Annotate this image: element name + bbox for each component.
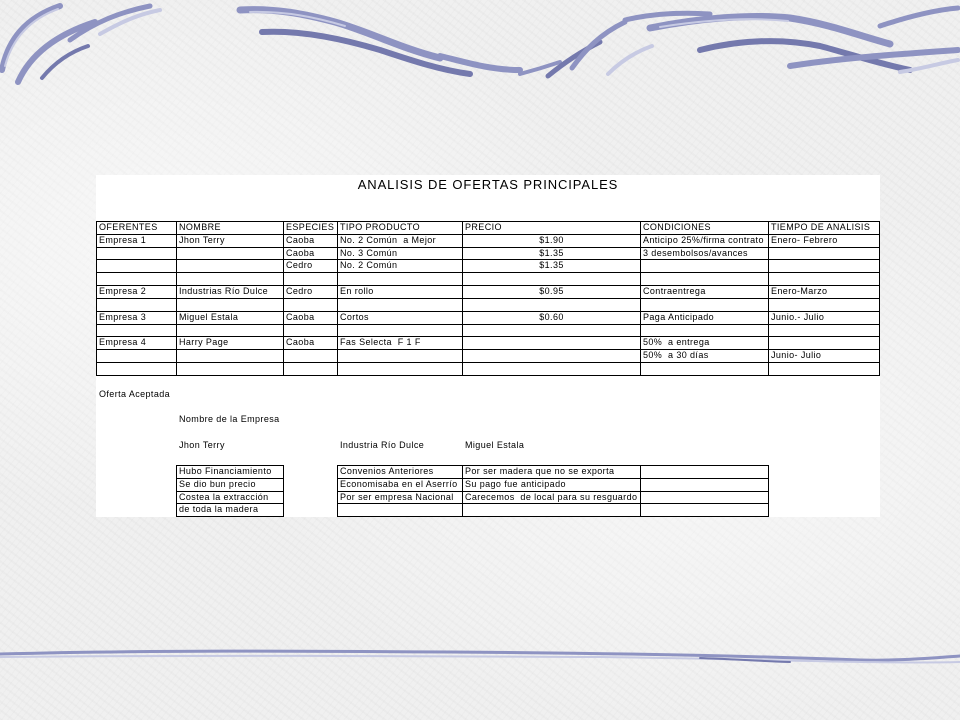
cell-condiciones: Anticipo 25%/firma contrato <box>641 235 769 248</box>
page-title: ANALISIS DE OFERTAS PRINCIPALES <box>357 177 619 192</box>
cell-nombre: Jhon Terry <box>177 235 284 248</box>
company-name: Miguel Estala <box>465 440 525 450</box>
cell-oferentes: Empresa 1 <box>97 235 177 248</box>
cell-nombre <box>177 248 284 261</box>
reason-cell: de toda la madera <box>177 504 284 517</box>
cell-especies: Caoba <box>284 235 338 248</box>
ornament-stroke <box>100 10 160 34</box>
cell-precio <box>463 273 641 286</box>
header-tipo-producto: TIPO PRODUCTO <box>338 222 463 235</box>
cell-precio: $1.35 <box>463 248 641 261</box>
reasons-table-first <box>176 465 284 517</box>
ornament-stroke <box>70 6 150 40</box>
cell-oferentes <box>97 350 177 363</box>
cell-precio <box>463 299 641 312</box>
cell-tiempo-de-analisis <box>769 337 880 350</box>
cell-precio <box>463 325 641 338</box>
reason-cell: Por ser madera que no se exporta <box>463 466 641 479</box>
cell-condiciones: Paga Anticipado <box>641 312 769 325</box>
cell-especies: Caoba <box>284 312 338 325</box>
cell-tipo-producto <box>338 273 463 286</box>
cell-oferentes <box>97 363 177 376</box>
reason-cell: Economisaba en el Aserrío <box>338 479 463 492</box>
top-ornament <box>0 0 960 90</box>
offers-table <box>96 221 880 376</box>
cell-especies: Cedro <box>284 286 338 299</box>
cell-oferentes: Empresa 4 <box>97 337 177 350</box>
cell-tipo-producto: No. 3 Común <box>338 248 463 261</box>
cell-tipo-producto <box>338 299 463 312</box>
ornament-stroke <box>608 46 652 74</box>
ornament-stroke <box>262 32 470 74</box>
reasons-table-others <box>337 465 769 517</box>
header-especies: ESPECIES <box>284 222 338 235</box>
cell-condiciones: 3 desembolsos/avances <box>641 248 769 261</box>
header-precio: PRECIO <box>463 222 641 235</box>
cell-tipo-producto: No. 2 Común a Mejor <box>338 235 463 248</box>
cell-nombre <box>177 350 284 363</box>
reason-cell: Hubo Financiamiento <box>177 466 284 479</box>
cell-tiempo-de-analisis <box>769 299 880 312</box>
cell-tiempo-de-analisis: Enero- Febrero <box>769 235 880 248</box>
cell-especies <box>284 325 338 338</box>
cell-precio <box>463 350 641 363</box>
cell-tiempo-de-analisis <box>769 260 880 273</box>
cell-especies: Caoba <box>284 248 338 261</box>
company-heading: Nombre de la Empresa <box>179 414 280 424</box>
cell-precio: $0.60 <box>463 312 641 325</box>
cell-precio: $1.35 <box>463 260 641 273</box>
cell-condiciones: 50% a entrega <box>641 337 769 350</box>
header-nombre: NOMBRE <box>177 222 284 235</box>
cell-nombre <box>177 363 284 376</box>
company-name: Jhon Terry <box>179 440 225 450</box>
cell-especies <box>284 363 338 376</box>
reason-cell: Por ser empresa Nacional <box>338 492 463 505</box>
cell-condiciones <box>641 325 769 338</box>
reason-cell <box>641 466 769 479</box>
accepted-offer-label: Oferta Aceptada <box>99 389 171 399</box>
cell-tiempo-de-analisis: Enero-Marzo <box>769 286 880 299</box>
cell-oferentes <box>97 325 177 338</box>
reason-cell: Costea la extracción <box>177 492 284 505</box>
cell-condiciones <box>641 273 769 286</box>
company-name: Industria Río Dulce <box>340 440 425 450</box>
cell-oferentes <box>97 273 177 286</box>
cell-oferentes: Empresa 2 <box>97 286 177 299</box>
reason-cell <box>463 504 641 517</box>
reason-cell: Su pago fue anticipado <box>463 479 641 492</box>
cell-especies: Caoba <box>284 337 338 350</box>
cell-tipo-producto <box>338 363 463 376</box>
cell-precio: $0.95 <box>463 286 641 299</box>
cell-tiempo-de-analisis: Junio- Julio <box>769 350 880 363</box>
ornament-stroke <box>880 8 958 26</box>
cell-precio: $1.90 <box>463 235 641 248</box>
reason-cell <box>641 504 769 517</box>
cell-condiciones: 50% a 30 días <box>641 350 769 363</box>
header-tiempo-de-analisis: TIEMPO DE ANALISIS <box>769 222 880 235</box>
cell-nombre <box>177 273 284 286</box>
cell-condiciones <box>641 363 769 376</box>
cell-especies <box>284 299 338 312</box>
cell-especies <box>284 273 338 286</box>
cell-nombre: Industrias Río Dulce <box>177 286 284 299</box>
cell-condiciones: Contraentrega <box>641 286 769 299</box>
cell-tipo-producto: No. 2 Común <box>338 260 463 273</box>
cell-condiciones <box>641 299 769 312</box>
header-condiciones: CONDICIONES <box>641 222 769 235</box>
cell-tipo-producto <box>338 350 463 363</box>
ornament-stroke <box>42 46 88 78</box>
reason-cell <box>641 479 769 492</box>
cell-condiciones <box>641 260 769 273</box>
reason-cell <box>641 492 769 505</box>
cell-oferentes <box>97 260 177 273</box>
cell-tipo-producto: Fas Selecta F 1 F <box>338 337 463 350</box>
reason-cell: Se dio bun precio <box>177 479 284 492</box>
cell-nombre: Harry Page <box>177 337 284 350</box>
reason-cell: Convenios Anteriores <box>338 466 463 479</box>
cell-tipo-producto <box>338 325 463 338</box>
cell-especies <box>284 350 338 363</box>
cell-tiempo-de-analisis <box>769 363 880 376</box>
cell-nombre: Miguel Estala <box>177 312 284 325</box>
reason-cell: Carecemos de local para su resguardo <box>463 492 641 505</box>
cell-nombre <box>177 299 284 312</box>
cell-precio <box>463 363 641 376</box>
cell-precio <box>463 337 641 350</box>
cell-oferentes: Empresa 3 <box>97 312 177 325</box>
cell-tiempo-de-analisis <box>769 325 880 338</box>
cell-especies: Cedro <box>284 260 338 273</box>
cell-oferentes <box>97 248 177 261</box>
reason-cell <box>338 504 463 517</box>
cell-nombre <box>177 260 284 273</box>
bottom-ornament <box>0 640 960 670</box>
cell-oferentes <box>97 299 177 312</box>
cell-tiempo-de-analisis <box>769 273 880 286</box>
cell-tipo-producto: En rollo <box>338 286 463 299</box>
ornament-stroke <box>900 60 958 72</box>
header-oferentes: OFERENTES <box>97 222 177 235</box>
cell-tiempo-de-analisis <box>769 248 880 261</box>
cell-tipo-producto: Cortos <box>338 312 463 325</box>
cell-nombre <box>177 325 284 338</box>
cell-tiempo-de-analisis: Junio.- Julio <box>769 312 880 325</box>
